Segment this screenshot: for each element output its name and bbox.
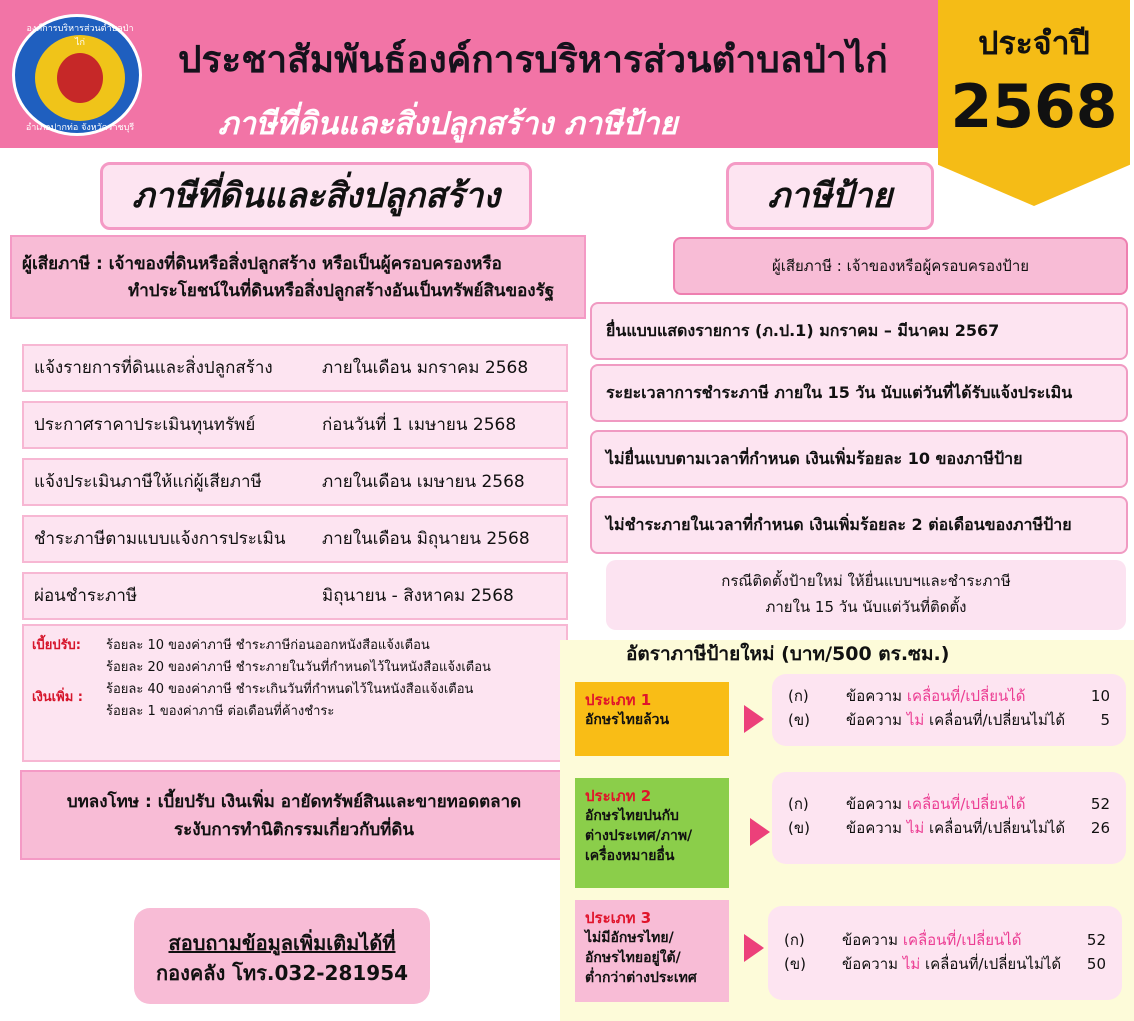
year-value: 2568: [950, 72, 1118, 142]
page-title: ประชาสัมพันธ์องค์การบริหารส่วนตำบลป่าไก่: [178, 38, 888, 81]
sign-type-desc: ต่างประเทศ/ภาพ/: [585, 828, 693, 844]
sign-info-row: ยื่นแบบแสดงรายการ (ภ.ป.1) มกราคม – มีนาคม 2567: [590, 302, 1128, 360]
rate-code: (ก): [788, 687, 809, 705]
rate-code: (ก): [788, 795, 809, 813]
penalty-line: ร้อยละ 1 ของค่าภาษี ต่อเดือนที่ค้างชำระ: [106, 704, 335, 719]
new-sign-note: [606, 560, 1126, 630]
sign-taxpayer-box: ผู้เสียภาษี : เจ้าของหรือผู้ครอบครองป้าย: [673, 237, 1128, 295]
rate-text: ข้อความ: [842, 931, 903, 949]
rate-text: ข้อความ: [846, 687, 907, 705]
sign-tax-heading: ภาษีป้าย: [726, 162, 934, 230]
timeline-date: ภายในเดือน มิถุนายน 2568: [322, 529, 530, 549]
sign-type-desc: อักษรไทยล้วน: [585, 712, 670, 728]
rate-code: (ข): [788, 711, 810, 729]
rate-value: 26: [1090, 819, 1110, 837]
arrow-right-icon: [750, 818, 770, 846]
rate-code: (ก): [784, 931, 805, 949]
rate-line: [788, 684, 1110, 708]
land-taxpayer-line1: ผู้เสียภาษี : เจ้าของที่ดินหรือสิ่งปลูกสร้าง หรือเป็นผู้ครอบครองหรือ: [22, 254, 502, 274]
sign-type-name: ประเภท 3: [585, 909, 652, 927]
timeline-label: ประกาศราคาประเมินทุนทรัพย์: [34, 415, 256, 435]
rate-line: [784, 928, 1106, 952]
timeline-label: ผ่อนชำระภาษี: [34, 586, 138, 606]
sign-info-row: ไม่ยื่นแบบตามเวลาที่กำหนด เงินเพิ่มร้อยละ 10 ของภาษีป้าย: [590, 430, 1128, 488]
rate-text: เคลื่อนที่/เปลี่ยนไม่ได้: [920, 955, 1062, 973]
timeline-label: ชำระภาษีตามแบบแจ้งการประเมิน: [34, 529, 286, 549]
sign-type-desc: ไม่มีอักษรไทย/: [585, 930, 674, 946]
timeline-date: ภายในเดือน เมษายน 2568: [322, 472, 525, 492]
sign-type-desc: เครื่องหมายอื่น: [585, 848, 675, 864]
timeline-date: ก่อนวันที่ 1 เมษายน 2568: [322, 415, 517, 435]
penalty-line: ร้อยละ 20 ของค่าภาษี ชำระภายในวันที่กำหนดไว้ในหนังสือแจ้งเตือน: [106, 660, 491, 675]
arrow-right-icon: [744, 934, 764, 962]
fine-label: เบี้ยปรับ:: [32, 638, 81, 653]
land-taxpayer-line2: ทำประโยชน์ในที่ดินหรือสิ่งปลูกสร้างอันเป็นทรัพย์สินของรัฐ: [128, 281, 555, 301]
rate-highlight: เคลื่อนที่/เปลี่ยนได้: [906, 687, 1026, 705]
page-subtitle: ภาษีที่ดินและสิ่งปลูกสร้าง ภาษีป้าย: [218, 106, 678, 142]
penalty-box: [22, 624, 568, 762]
municipality-logo: [12, 14, 142, 136]
rate-title: อัตราภาษีป้ายใหม่ (บาท/500 ตร.ซม.): [626, 643, 950, 665]
arrow-right-icon: [744, 705, 764, 733]
rate-line: [788, 708, 1110, 732]
new-sign-line2: ภายใน 15 วัน นับแต่วันที่ติดตั้ง: [765, 598, 967, 616]
timeline-label: แจ้งประเมินภาษีให้แก่ผู้เสียภาษี: [34, 472, 262, 492]
rate-line: [788, 792, 1110, 816]
rate-value: 50: [1086, 955, 1106, 973]
sign-type-2-rates: [772, 772, 1126, 864]
rate-code: (ข): [788, 819, 810, 837]
timeline-date: มิถุนายน - สิงหาคม 2568: [322, 586, 514, 606]
sign-info-row: ระยะเวลาการชำระภาษี ภายใน 15 วัน นับแต่วันที่ได้รับแจ้งประเมิน: [590, 364, 1128, 422]
sign-type-desc: อักษรไทยปนกับ: [585, 808, 679, 824]
rate-highlight: ไม่: [906, 711, 925, 729]
sign-info-row: ไม่ชำระภายในเวลาที่กำหนด เงินเพิ่มร้อยละ 2 ต่อเดือนของภาษีป้าย: [590, 496, 1128, 554]
sign-type-1-tag: [575, 682, 729, 756]
contact-title: สอบถามข้อมูลเพิ่มเติมได้ที่: [168, 931, 396, 955]
rate-code: (ข): [784, 955, 806, 973]
punishment-line1: บทลงโทษ : เบี้ยปรับ เงินเพิ่ม อายัดทรัพย์สินและขายทอดตลาด: [66, 792, 522, 812]
land-tax-heading: ภาษีที่ดินและสิ่งปลูกสร้าง: [100, 162, 532, 230]
sign-type-desc: อักษรไทยอยู่ใต้/: [585, 950, 681, 966]
timeline-row: [22, 515, 568, 563]
contact-phone: กองคลัง โทร.032-281954: [155, 961, 409, 985]
rate-highlight: ไม่: [906, 819, 925, 837]
sign-type-name: ประเภท 2: [585, 787, 652, 805]
penalty-line: ร้อยละ 10 ของค่าภาษี ชำระภาษีก่อนออกหนังสือแจ้งเตือน: [106, 638, 430, 653]
rate-value: 52: [1090, 795, 1110, 813]
surcharge-label: เงินเพิ่ม :: [32, 690, 83, 705]
rate-highlight: เคลื่อนที่/เปลี่ยนได้: [902, 931, 1022, 949]
punishment-box: [20, 770, 568, 860]
penalty-line: ร้อยละ 40 ของค่าภาษี ชำระเกินวันที่กำหนดไว้ในหนังสือแจ้งเตือน: [106, 682, 474, 697]
timeline-row: [22, 344, 568, 392]
sign-type-1-rates: [772, 674, 1126, 746]
rate-value: 10: [1090, 687, 1110, 705]
rate-value: 5: [1100, 711, 1110, 729]
sign-type-2-tag: [575, 778, 729, 888]
logo-top-text: องค์การบริหารส่วนตำบลป่าไก่: [26, 24, 134, 48]
rate-text: ข้อความ: [842, 955, 903, 973]
rate-text: เคลื่อนที่/เปลี่ยนไม่ได้: [924, 711, 1066, 729]
rate-text: ข้อความ: [846, 795, 907, 813]
timeline-row: [22, 572, 568, 620]
sign-type-desc: ต่ำกว่าต่างประเทศ: [585, 970, 697, 986]
timeline-row: [22, 458, 568, 506]
rate-text: ข้อความ: [846, 819, 907, 837]
logo-bottom-text: อำเภอปากท่อ จังหวัดราชบุรี: [25, 123, 135, 133]
sign-type-3-rates: [768, 906, 1122, 1000]
rate-highlight: เคลื่อนที่/เปลี่ยนได้: [906, 795, 1026, 813]
contact-box: [134, 908, 430, 1004]
rate-highlight: ไม่: [902, 955, 921, 973]
year-label: ประจำปี: [978, 24, 1090, 62]
timeline-label: แจ้งรายการที่ดินและสิ่งปลูกสร้าง: [34, 358, 273, 378]
sign-type-3-tag: [575, 900, 729, 1002]
timeline-date: ภายในเดือน มกราคม 2568: [322, 358, 529, 378]
punishment-line2: ระงับการทำนิติกรรมเกี่ยวกับที่ดิน: [173, 820, 415, 840]
timeline-row: [22, 401, 568, 449]
rate-line: [784, 952, 1106, 976]
rate-text: เคลื่อนที่/เปลี่ยนไม่ได้: [924, 819, 1066, 837]
rate-value: 52: [1086, 931, 1106, 949]
sign-type-name: ประเภท 1: [585, 691, 652, 709]
new-sign-line1: กรณีติดตั้งป้ายใหม่ ให้ยื่นแบบฯและชำระภาษี: [721, 572, 1011, 590]
rate-line: [788, 816, 1110, 840]
rate-text: ข้อความ: [846, 711, 907, 729]
land-taxpayer-box: [10, 235, 586, 319]
